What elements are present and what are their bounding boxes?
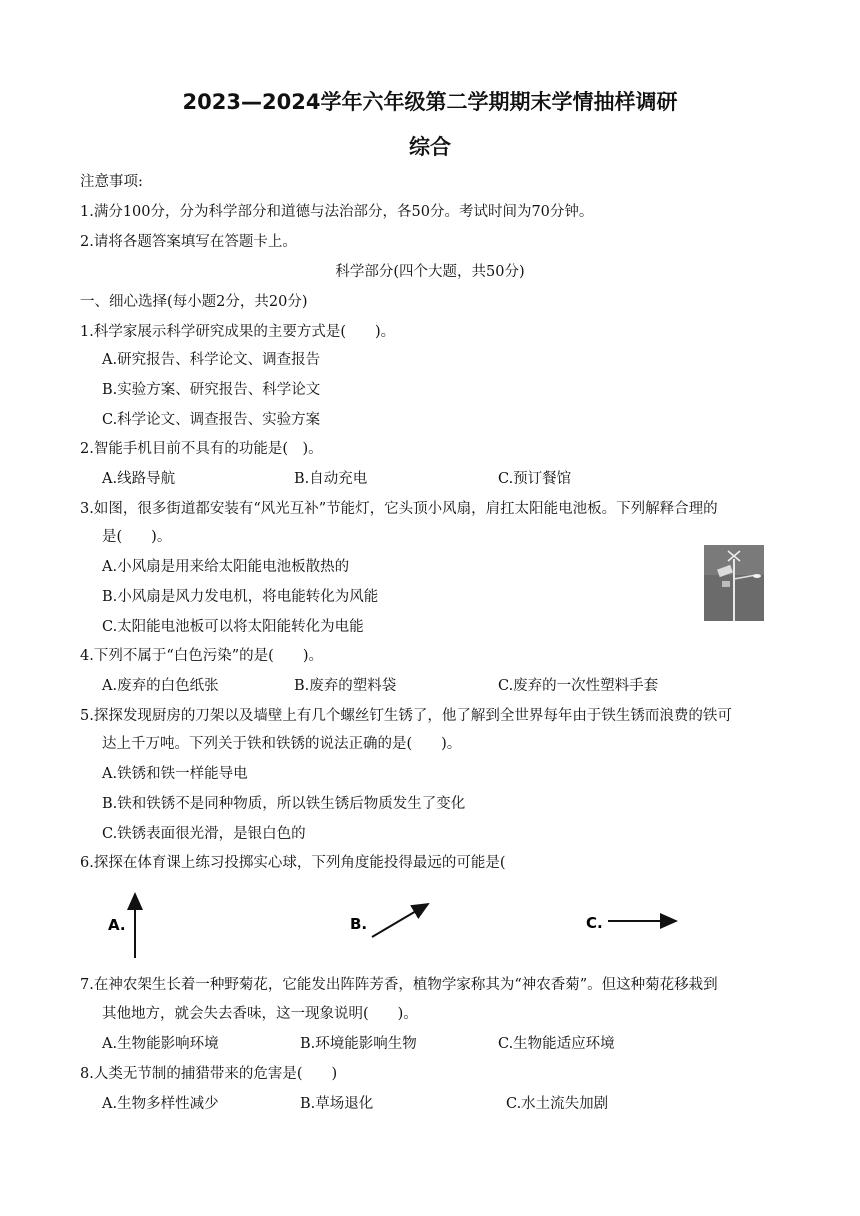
question-stem: 3.如图，很多街道都安装有“风光互补”节能灯，它头顶小风扇，肩扛太阳能电池板。下列解释合理的 <box>80 501 718 517</box>
option-b-label: B. <box>350 915 368 933</box>
option-a: A.铁锈和铁一样能导电 <box>102 766 248 782</box>
option-b: B.铁和铁锈不是同种物质，所以铁生锈后物质发生了变化 <box>102 796 466 812</box>
option-a-label: A. <box>108 916 126 934</box>
option-c: C.科学论文、调查报告、实验方案 <box>102 412 321 428</box>
exam-subtitle: 综合 <box>409 135 451 159</box>
option-c: C.水土流失加剧 <box>506 1096 609 1112</box>
section-title: 科学部分(四个大题，共50分) <box>335 264 525 280</box>
option-b: B.自动充电 <box>294 471 368 487</box>
question-stem-cont: 是( )。 <box>102 529 172 545</box>
option-a: A.生物能影响环境 <box>102 1036 219 1052</box>
option-a: A.小风扇是用来给太阳能电池板散热的 <box>102 559 350 575</box>
option-b: B.废弃的塑料袋 <box>294 678 397 694</box>
question-stem-cont: 达上千万吨。下列关于铁和铁锈的说法正确的是( )。 <box>102 736 462 752</box>
question-stem: 7.在神农架生长着一种野菊花，它能发出阵阵芳香，植物学家称其为“神农香菊”。但这种菊花移栽到 <box>80 977 718 993</box>
option-c: C.废弃的一次性塑料手套 <box>498 678 659 694</box>
option-c: C.铁锈表面很光滑，是银白色的 <box>102 826 306 842</box>
option-b: B.草场退化 <box>300 1096 374 1112</box>
option-c: C.太阳能电池板可以将太阳能转化为电能 <box>102 619 364 635</box>
option-a: A.废弃的白色纸张 <box>102 678 219 694</box>
part-title: 一、细心选择(每小题2分，共20分) <box>80 294 308 310</box>
question-stem: 2.智能手机目前不具有的功能是( )。 <box>80 441 323 457</box>
question-stem-cont: 其他地方，就会失去香味，这一现象说明( )。 <box>102 1006 418 1022</box>
throw-angle-options <box>0 880 860 970</box>
question-stem: 1.科学家展示科学研究成果的主要方式是( )。 <box>80 324 396 340</box>
option-c: C.生物能适应环境 <box>498 1036 615 1052</box>
exam-title: 2023—2024学年六年级第二学期期末学情抽样调研 <box>182 90 678 114</box>
option-a: A.研究报告、科学论文、调查报告 <box>102 352 321 368</box>
question-stem: 5.探探发现厨房的刀架以及墙壁上有几个螺丝钉生锈了，他了解到全世界每年由于铁生锈而浪费的铁可 <box>80 708 732 724</box>
question-stem: 6.探探在体育课上练习投掷实心球，下列角度能投得最远的可能是( <box>80 855 506 871</box>
question-stem: 4.下列不属于“白色污染”的是( )。 <box>80 648 323 664</box>
option-b: B.实验方案、研究报告、科学论文 <box>102 382 321 398</box>
option-a-vertical-arrow <box>108 894 135 958</box>
option-c-label: C. <box>586 914 603 932</box>
option-c: C.预订餐馆 <box>498 471 572 487</box>
note-item: 2.请将各题答案填写在答题卡上。 <box>80 234 297 250</box>
note-item: 1.满分100分，分为科学部分和道德与法治部分，各50分。考试时间为70分钟。 <box>80 204 594 220</box>
option-b-diagonal-arrow <box>350 904 428 937</box>
notes-heading: 注意事项: <box>80 174 143 190</box>
option-c-horizontal-arrow <box>586 914 676 932</box>
option-a: A.生物多样性减少 <box>102 1096 219 1112</box>
question-stem: 8.人类无节制的捕猎带来的危害是( ) <box>80 1066 338 1082</box>
option-a: A.线路导航 <box>102 471 176 487</box>
option-b: B.环境能影响生物 <box>300 1036 417 1052</box>
option-b: B.小风扇是风力发电机，将电能转化为风能 <box>102 589 379 605</box>
street-lamp-photo <box>704 545 764 621</box>
